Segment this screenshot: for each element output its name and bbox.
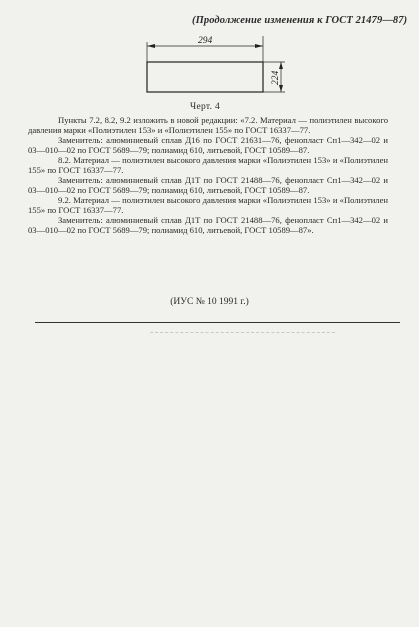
bottom-rule <box>35 322 400 323</box>
paragraph: 8.2. Материал — полиэтилен высокого давления марки «Полиэтилен 153» и «Полиэтилен 155» по ГОСТ 16337—77. <box>28 155 388 175</box>
width-dimension-label: 294 <box>198 36 213 46</box>
page-header: (Продолжение изменения к ГОСТ 21479—87) <box>192 15 408 26</box>
body-text <box>28 115 388 235</box>
paragraph: 9.2. Материал — полиэтилен высокого давления марки «Полиэтилен 153» и «Полиэтилен 155» по ГОСТ 16337—77. <box>28 195 388 215</box>
part-rectangle <box>147 62 263 92</box>
drawing-figure <box>0 0 419 100</box>
paragraph: Заменитель: алюминиевый сплав Д1Т по ГОСТ 21488—76, фенопласт Сп1—342—02 и 03—010—02 по ГОСТ 5689—79; полиамид 610, литьевой, ГОСТ 10589—87. <box>28 175 388 195</box>
paragraph: Заменитель: алюминиевый сплав Д16 по ГОСТ 21631—76, фенопласт Сп1—342—02 и 03—010—02 по ГОСТ 5689—79; полиамид 610, литьевой, ГОСТ 10589—87. <box>28 135 388 155</box>
paragraph: Пункты 7.2, 8.2, 9.2 изложить в новой редакции: «7.2. Материал — полиэтилен высокого давления марки «Полиэтилен 153» и «Полиэтилен 155» по ГОСТ 16337—77. <box>28 115 388 135</box>
figure-caption: Черт. 4 <box>190 102 221 112</box>
faint-rule <box>150 332 335 333</box>
height-dimension-label: 224 <box>271 70 281 85</box>
signature-line: (ИУС № 10 1991 г.) <box>170 297 249 307</box>
paragraph: Заменитель: алюминиевый сплав Д1Т по ГОСТ 21488—76, фенопласт Сп1—342—02 и 03—010—02 по ГОСТ 5689—79; полиамид 610, литьевой, ГОСТ 10589—87». <box>28 215 388 235</box>
